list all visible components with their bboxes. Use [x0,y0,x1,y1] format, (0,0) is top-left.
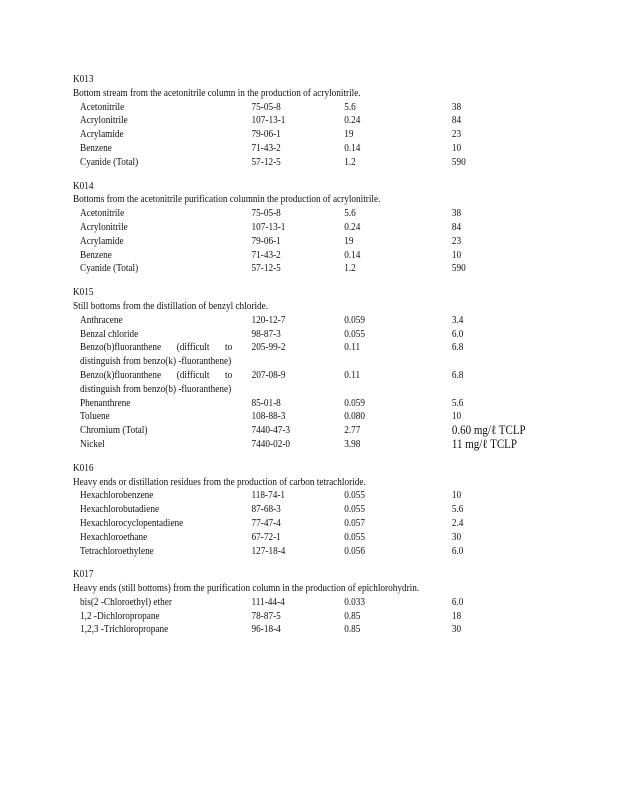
table-row [73,249,531,263]
nonwastewater-value: 18 [451,610,462,622]
cas-number: 108-88-3 [251,411,286,423]
nonwastewater-value: 5.6 [451,504,464,516]
constituent-name: Phenanthrene [80,397,131,409]
table-row [73,369,531,397]
table-row [73,489,531,503]
constituent-name: Hexachlorobenzene [80,490,154,502]
waste-description: Still bottoms from the distillation of benzyl chloride. [73,300,269,312]
waste-description: Heavy ends (still bottoms) from the purification column in the production of epichlorohydrin. [73,583,420,595]
wastewater-value: 0.24 [344,221,361,233]
nonwastewater-value: 6.0 [451,545,464,557]
wastewater-value: 2.77 [344,425,361,437]
cas-number: 107-13-1 [251,221,286,233]
nonwastewater-value: 11 mg/ℓ TCLP [451,436,518,451]
cas-number: 57-12-5 [251,263,281,275]
table-row [73,531,531,545]
wastewater-value: 0.85 [344,610,361,622]
table-row [73,410,531,424]
constituent-name: Chromium (Total) [80,425,148,437]
table-row [73,424,531,438]
nonwastewater-value: 2.4 [451,517,464,529]
nonwastewater-value: 10 [451,249,462,261]
wastewater-value: 0.14 [344,142,361,154]
cas-number: 207-08-9 [251,369,286,381]
cas-number: 7440-47-3 [251,425,291,437]
table-row [73,156,531,170]
waste-code: K015 [73,287,94,299]
section-k013 [73,73,531,170]
cas-number: 7440-02-0 [251,438,291,450]
wastewater-value: 0.055 [344,328,366,340]
wastewater-value: 5.6 [344,101,356,113]
constituent-name: 1,2 -Dichloropropane [80,610,160,622]
constituent-name: Nickel [80,438,105,450]
waste-code: K016 [73,462,94,474]
constituent-name: Benzene [80,249,112,261]
cas-number: 85-01-8 [251,397,281,409]
cas-number: 75-05-8 [251,208,281,220]
constituent-name: Acetonitrile [80,101,125,113]
cas-number: 77-47-4 [251,517,281,529]
nonwastewater-value: 23 [451,235,462,247]
nonwastewater-value: 23 [451,129,462,141]
wastewater-value: 0.055 [344,504,366,516]
nonwastewater-value: 6.8 [451,342,464,354]
section-k014 [73,180,531,277]
wastewater-value: 0.055 [344,490,366,502]
table-row [73,128,531,142]
waste-code: K014 [73,180,94,192]
cas-number: 87-68-3 [251,504,281,516]
table-row [73,114,531,128]
wastewater-value: 0.14 [344,249,361,261]
wastewater-value: 0.055 [344,531,366,543]
wastewater-value: 0.85 [344,624,361,636]
wastewater-value: 0.033 [344,596,366,608]
waste-code: K013 [73,74,94,85]
table-row [73,235,531,249]
wastewater-value: 0.11 [344,342,361,354]
nonwastewater-value: 10 [451,490,462,502]
constituent-name: 1,2,3 -Trichloropropane [80,624,169,636]
table-row [73,341,531,369]
wastewater-value: 19 [344,129,354,141]
wastewater-value: 3.98 [344,438,361,450]
wastewater-value: 0.080 [344,411,366,423]
nonwastewater-value: 590 [451,156,466,168]
nonwastewater-value: 30 [451,624,462,636]
table-row [73,545,531,559]
cas-number: 118-74-1 [251,490,286,502]
cas-number: 71-43-2 [251,249,281,261]
nonwastewater-value: 84 [451,115,462,127]
cas-number: 78-87-5 [251,610,281,622]
constituent-name: Cyanide (Total) [80,263,139,275]
table-row [73,503,531,517]
cas-number: 79-06-1 [251,235,281,247]
cas-number: 79-06-1 [251,129,281,141]
nonwastewater-value: 10 [451,411,462,423]
constituent-name: Acrylamide [80,235,124,247]
constituent-name: Benzo(b)fluoranthene (difficult to distinguish from benzo(k) -fluoranthene) [80,342,233,368]
cas-number: 127-18-4 [251,545,286,557]
cas-number: 111-44-4 [251,596,285,608]
waste-description: Heavy ends or distillation residues from the production of carbon tetrachloride. [73,476,366,488]
constituent-name: Tetrachloroethylene [80,545,154,557]
cas-number: 120-12-7 [251,314,286,326]
nonwastewater-value: 84 [451,221,462,233]
table-row [73,623,531,637]
waste-description: Bottoms from the acetonitrile purification columnin the production of acrylonitrile. [73,194,381,206]
cas-number: 205-99-2 [251,342,286,354]
constituent-name: Acrylamide [80,129,124,141]
document-body [73,73,531,647]
table-row [73,142,531,156]
nonwastewater-value: 590 [451,263,466,275]
constituent-name: Benzene [80,142,112,154]
constituent-name: Anthracene [80,314,123,326]
constituent-name: Cyanide (Total) [80,156,139,168]
cas-number: 107-13-1 [251,115,286,127]
constituent-name: Acetonitrile [80,208,125,220]
nonwastewater-value: 5.6 [451,397,464,409]
nonwastewater-value: 38 [451,101,462,113]
constituent-name: Hexachlorocyclopentadiene [80,517,184,529]
wastewater-value: 0.11 [344,369,361,381]
constituent-name: Acrylonitrile [80,221,128,233]
section-k017 [73,568,531,637]
cas-number: 98-87-3 [251,328,281,340]
cas-number: 67-72-1 [251,531,281,543]
wastewater-value: 0.057 [344,517,366,529]
wastewater-value: 0.24 [344,115,361,127]
wastewater-value: 1.2 [344,263,356,275]
nonwastewater-value: 6.0 [451,328,464,340]
constituent-name: bis(2 -Chloroethyl) ether [80,596,172,608]
nonwastewater-value: 38 [451,208,462,220]
wastewater-value: 19 [344,235,354,247]
table-row [73,438,531,452]
table-row [73,610,531,624]
table-row [73,314,531,328]
table-row [73,101,531,115]
nonwastewater-value: 10 [451,142,462,154]
table-row [73,596,531,610]
constituent-name: Hexachloroethane [80,531,148,543]
waste-code: K017 [73,569,94,581]
nonwastewater-value: 3.4 [451,314,464,326]
table-row [73,397,531,411]
constituent-name: Benzal chloride [80,328,139,340]
constituent-name: Hexachlorobutadiene [80,504,160,516]
wastewater-value: 0.059 [344,314,366,326]
table-row [73,328,531,342]
nonwastewater-value: 6.8 [451,369,464,381]
cas-number: 96-18-4 [251,624,281,636]
wastewater-value: 0.056 [344,545,366,557]
nonwastewater-value: 30 [451,531,462,543]
nonwastewater-value: 0.60 mg/ℓ TCLP [451,423,526,438]
cas-number: 71-43-2 [251,142,281,154]
table-row [73,221,531,235]
section-k015 [73,286,531,452]
table-row [73,517,531,531]
section-k016 [73,462,531,559]
wastewater-value: 5.6 [344,208,356,220]
cas-number: 57-12-5 [251,156,281,168]
table-row [73,262,531,276]
constituent-name: Toluene [80,411,110,423]
waste-description: Bottom stream from the acetonitrile column in the production of acrylonitrile. [73,87,361,99]
table-row [73,207,531,221]
constituent-name: Benzo(k)fluoranthene (difficult to distinguish from benzo(b) -fluoranthene) [80,369,233,395]
cas-number: 75-05-8 [251,101,281,113]
constituent-name: Acrylonitrile [80,115,128,127]
nonwastewater-value: 6.0 [451,596,464,608]
wastewater-value: 0.059 [344,397,366,409]
wastewater-value: 1.2 [344,156,356,168]
